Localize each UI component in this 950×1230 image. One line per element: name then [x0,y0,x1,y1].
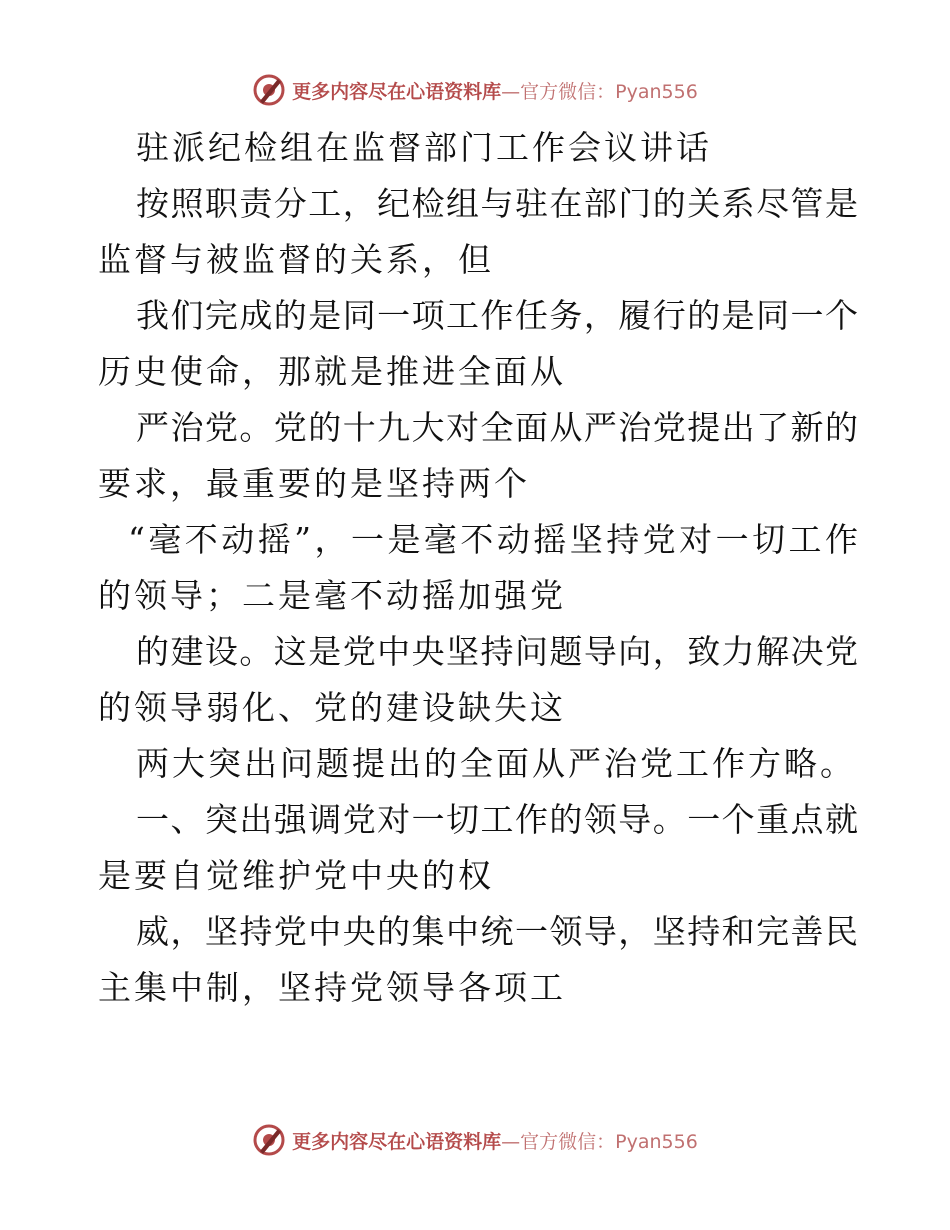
document-body [98,120,858,1016]
paragraph-line: 我们完成的是同一项工作任务，履行的是同一个 [136,296,858,335]
paragraph-line: 的领导；二是毫不动摇加强党 [98,576,566,615]
paragraph-line: 的建设。这是党中央坚持问题导向，致力解决党 [136,632,858,671]
watermark-text: 更多内容尽在心语资料库—官方微信：Pyan556 [292,80,698,103]
paragraph-line: 主集中制，坚持党领导各项工 [98,968,566,1007]
document-title: 驻派纪检组在监督部门工作会议讲话 [136,128,712,167]
paragraph-line: 监督与被监督的关系，但 [98,240,494,279]
paragraph-line: 按照职责分工，纪检组与驻在部门的关系尽管是 [136,184,858,223]
header-watermark-banner [0,70,950,110]
paragraph-line: 的领导弱化、党的建设缺失这 [98,688,566,727]
paragraph-line: 历史使命，那就是推进全面从 [98,352,566,391]
footer-watermark-banner [0,1120,950,1160]
paragraph-line: 要求，最重要的是坚持两个 [98,464,530,503]
paragraph-line: “毫不动摇”，一是毫不动摇坚持党对一切工作 [128,520,858,559]
paragraph-line: 两大突出问题提出的全面从严治党工作方略。 [136,744,856,783]
watermark-text: 更多内容尽在心语资料库—官方微信：Pyan556 [292,1130,698,1153]
paragraph-line: 是要自觉维护党中央的权 [98,856,494,895]
section-heading-line: 一、突出强调党对一切工作的领导。一个重点就 [136,800,858,839]
pen-logo-icon [252,73,286,107]
paragraph-line: 严治党。党的十九大对全面从严治党提出了新的 [136,408,858,447]
paragraph-line: 威，坚持党中央的集中统一领导，坚持和完善民 [136,912,858,951]
pen-logo-icon [252,1123,286,1157]
